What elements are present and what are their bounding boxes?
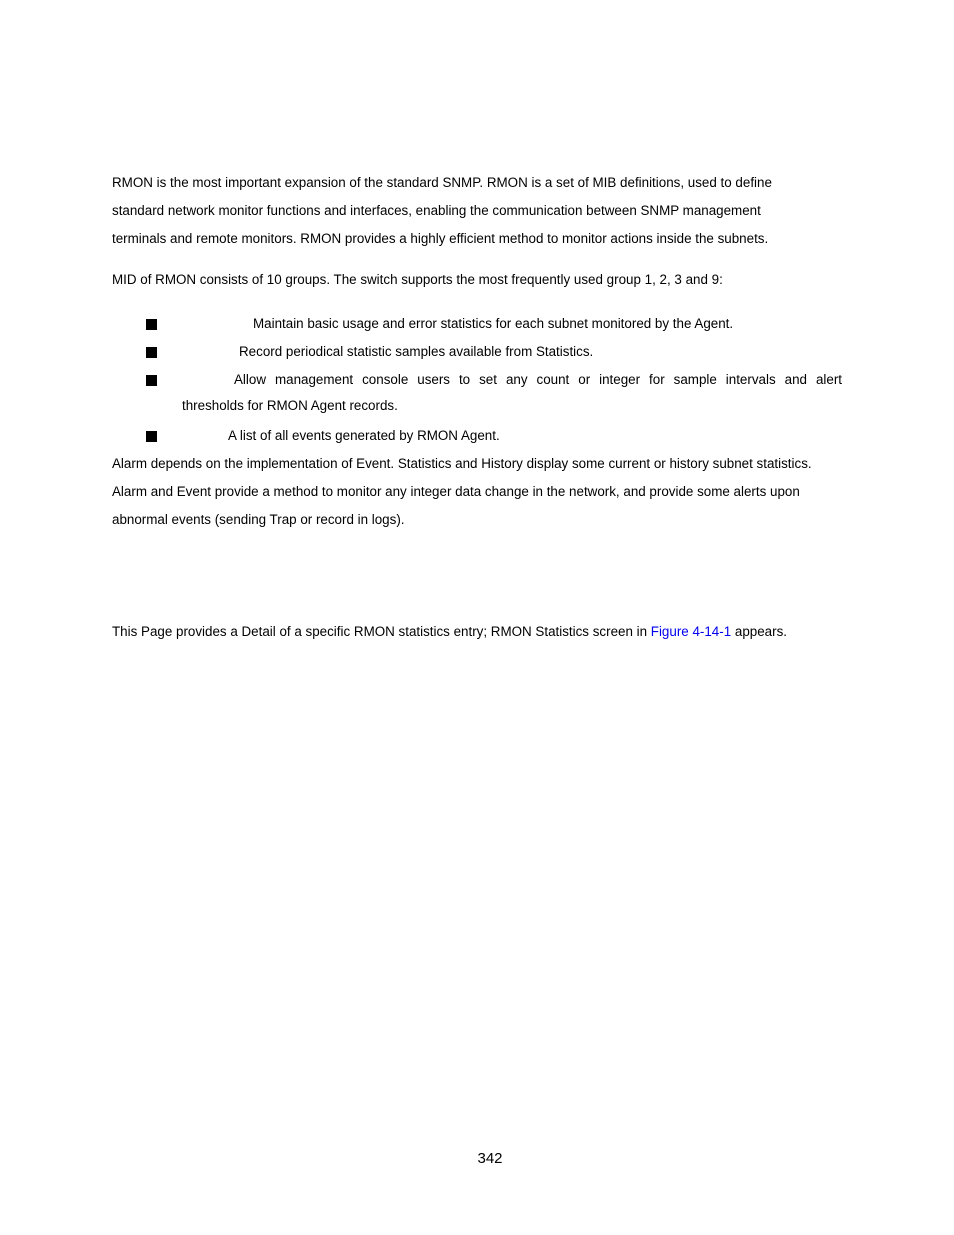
alarm-event-paragraph: [112, 450, 842, 534]
intro-line-3: terminals and remote monitors. RMON provides a highly efficient method to monitor actions inside the subnets.: [112, 231, 769, 246]
list-item: [146, 423, 842, 449]
square-bullet-icon: [146, 375, 157, 386]
page-intro-text: This Page provides a Detail of a specific RMON statistics entry; RMON Statistics screen in: [112, 624, 651, 639]
square-bullet-icon: [146, 347, 157, 358]
square-bullet-icon: [146, 319, 157, 330]
alarm-line-2: Alarm and Event provide a method to monitor any integer data change in the network, and provide some alerts upon: [112, 484, 800, 499]
list-item: [146, 367, 842, 393]
list-item: [146, 311, 842, 337]
figure-link[interactable]: Figure 4-14-1: [650, 624, 732, 639]
list-item-text: Record periodical statistic samples available from Statistics.: [239, 344, 594, 359]
list-item-text-continuation: thresholds for RMON Agent records.: [182, 398, 398, 413]
list-item-text: Maintain basic usage and error statistics for each subnet monitored by the Agent.: [253, 316, 734, 331]
alarm-line-3: abnormal events (sending Trap or record in logs).: [112, 512, 405, 527]
list-item-text: Allow management console users to set any count or integer for sample intervals and alert: [234, 372, 842, 387]
list-item: [146, 339, 842, 365]
intro-line-1: RMON is the most important expansion of the standard SNMP. RMON is a set of MIB definitions, used to define: [112, 175, 772, 190]
page-number: 342: [477, 1150, 503, 1167]
alarm-line-1: Alarm depends on the implementation of Event. Statistics and History display some current or history subnet statistics.: [112, 456, 812, 471]
square-bullet-icon: [146, 431, 157, 442]
groups-intro-paragraph: MID of RMON consists of 10 groups. The switch supports the most frequently used group 1, 2, 3 and 9:: [112, 272, 723, 287]
page-intro-text-end: appears.: [731, 624, 788, 639]
intro-line-2: standard network monitor functions and interfaces, enabling the communication between SNMP management: [112, 203, 761, 218]
intro-paragraph: [112, 169, 842, 253]
page-intro-paragraph: [112, 618, 842, 646]
list-item-text: A list of all events generated by RMON Agent.: [228, 428, 500, 443]
